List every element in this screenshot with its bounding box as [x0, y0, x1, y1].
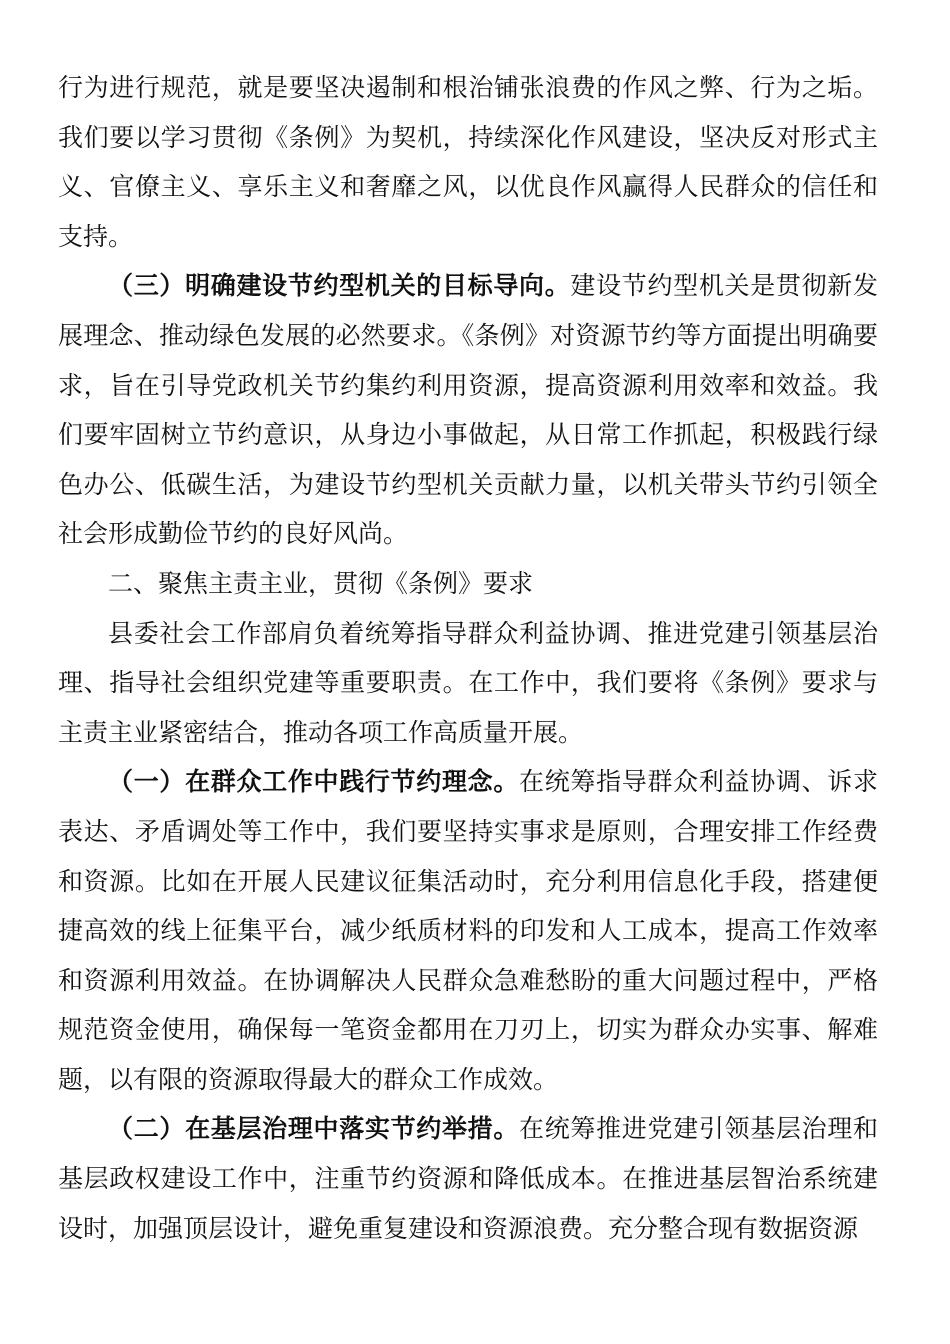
document-body — [58, 63, 878, 1253]
paragraph-lead-heading: （三）明确建设节约型机关的目标导向。 — [108, 271, 571, 301]
paragraph-text: 行为进行规范，就是要坚决遏制和根治铺张浪费的作风之弊、行为之垢。我们要以学习贯彻《条例》为契机，持续深化作风建设，坚决反对形式主义、官僚主义、享乐主义和奢靡之风，以优良作风赢得人民群众的信任和支持。 — [58, 73, 878, 251]
paragraph-text: 在统筹指导群众利益协调、诉求表达、矛盾调处等工作中，我们要坚持实事求是原则，合理安排工作经费和资源。比如在开展人民建议征集活动时，充分利用信息化手段，搭建便捷高效的线上征集平台，减少纸质材料的印发和人工成本，提高工作效率和资源利用效益。在协调解决人民群众急难愁盼的重大问题过程中，严格规范资金使用，确保每一笔资金都用在刀刃上，切实为群众办实事、解难题，以有限的资源取得最大的群众工作成效。 — [58, 767, 878, 1094]
paragraph-section-three — [58, 261, 878, 559]
paragraph-lead-heading: （一）在群众工作中践行节约理念。 — [108, 767, 520, 797]
section-heading-text: 二、聚焦主责主业，贯彻《条例》要求 — [108, 568, 534, 598]
paragraph-text: 县委社会工作部肩负着统筹指导群众利益协调、推进党建引领基层治理、指导社会组织党建等重要职责。在工作中，我们要将《条例》要求与主责主业紧密结合，推动各项工作高质量开展。 — [58, 618, 878, 747]
section-heading-two — [58, 559, 878, 609]
paragraph-subsection-one — [58, 757, 878, 1104]
paragraph-continuation — [58, 63, 878, 261]
paragraph-text: 在统筹推进党建引领基层治理和基层政权建设工作中，注重节约资源和降低成本。在推进基层智治系统建设时，加强顶层设计，避免重复建设和资源浪费。充分整合现有数据资源 — [58, 1114, 878, 1243]
paragraph-intro — [58, 609, 878, 758]
paragraph-subsection-two — [58, 1104, 878, 1253]
paragraph-text: 建设节约型机关是贯彻新发展理念、推动绿色发展的必然要求。《条例》对资源节约等方面提出明确要求，旨在引导党政机关节约集约利用资源，提高资源利用效率和效益。我们要牢固树立节约意识，从身边小事做起，从日常工作抓起，积极践行绿色办公、低碳生活，为建设节约型机关贡献力量，以机关带头节约引领全社会形成勤俭节约的良好风尚。 — [58, 271, 878, 549]
paragraph-lead-heading: （二）在基层治理中落实节约举措。 — [108, 1114, 520, 1144]
